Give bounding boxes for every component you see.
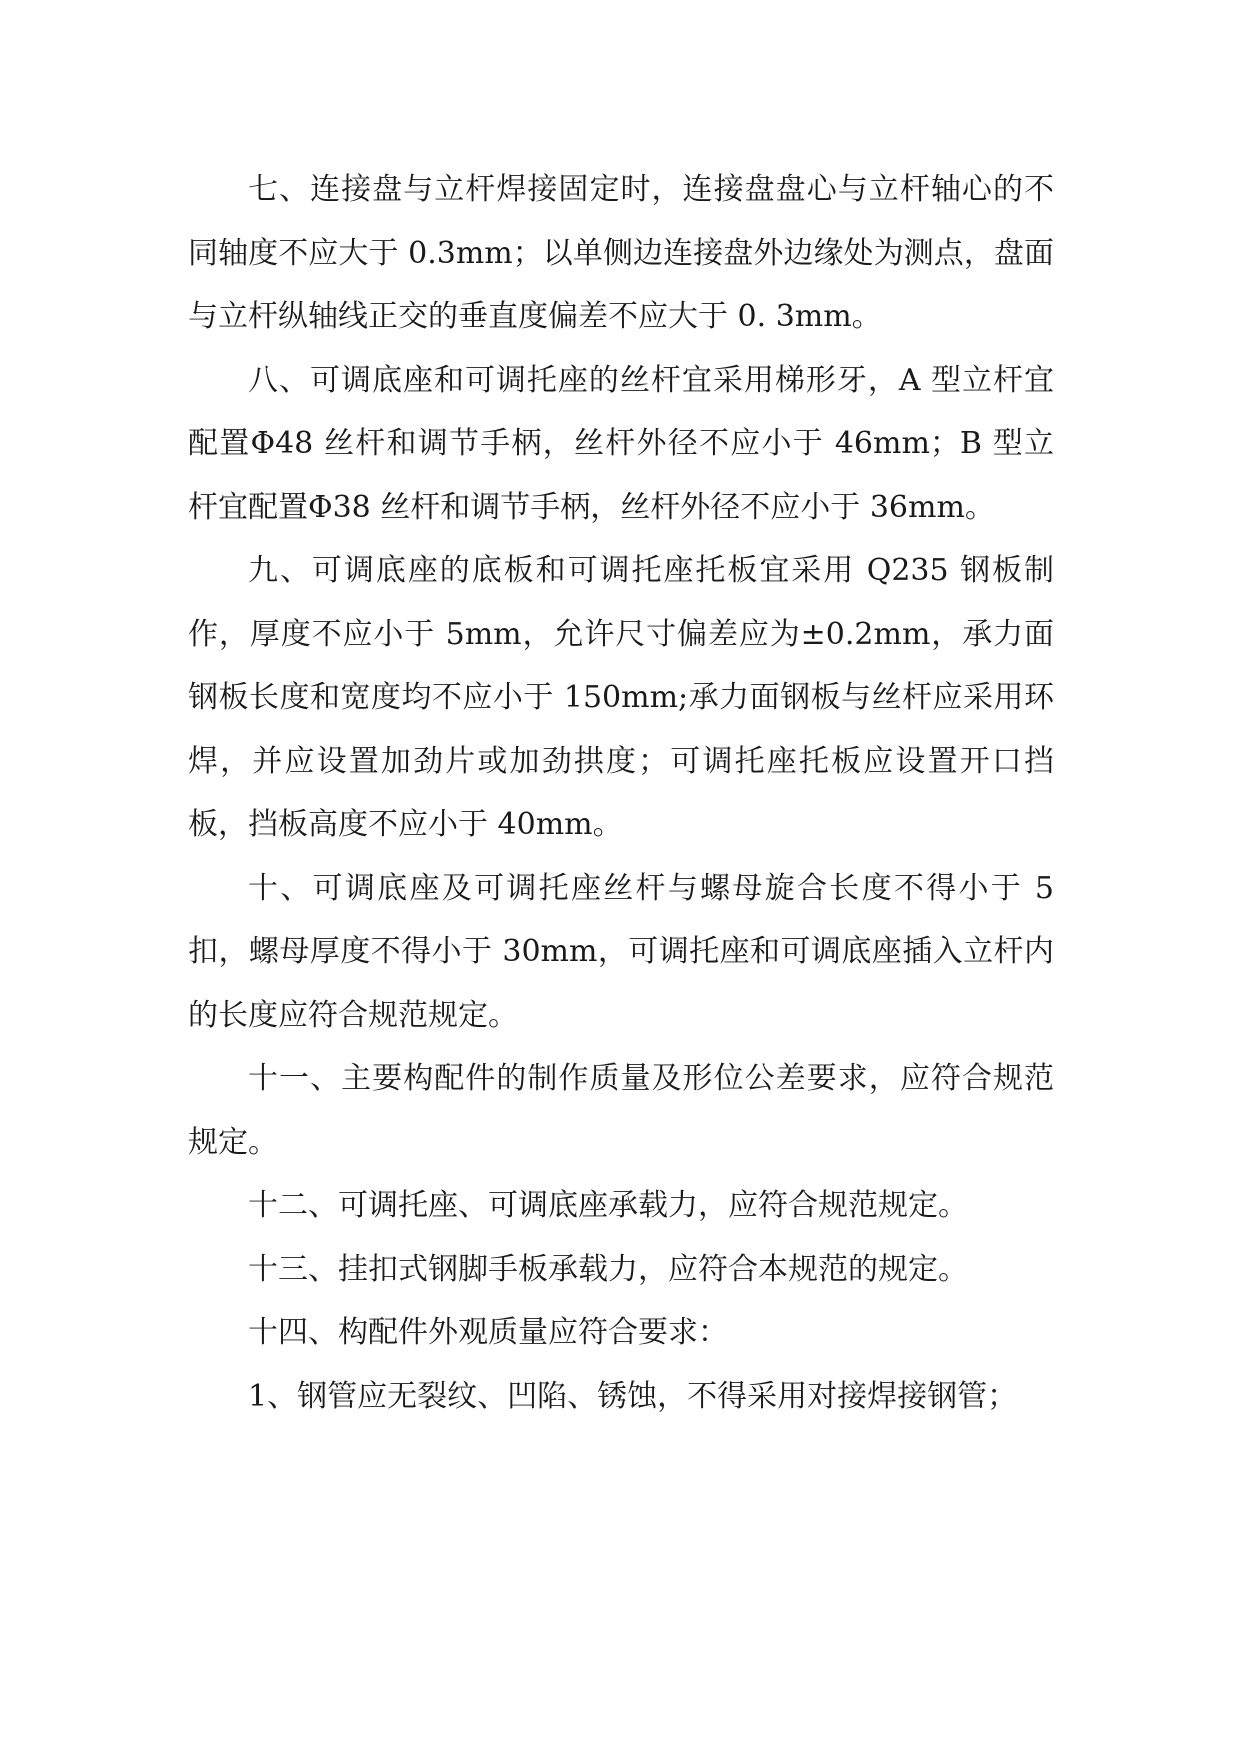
paragraph-12: 十二、可调托座、可调底座承载力，应符合规范规定。: [248, 1188, 968, 1223]
list-item-1: 1、钢管应无裂纹、凹陷、锈蚀，不得采用对接焊接钢管；: [248, 1378, 1018, 1414]
paragraph-10: 十、可调底座及可调托座丝杆与螺母旋合长度不得小于 5 扣，螺母厚度不得小于 30mm，可调托座和可调底座插入立杆内的长度应符合规范规定。: [188, 870, 1054, 1033]
document-page: [188, 158, 1054, 1428]
paragraph-9: 九、可调底座的底板和可调托座托板宜采用 Q235 钢板制作，厚度不应小于 5mm，允许尺寸偏差应为±0.2mm，承力面钢板长度和宽度均不应小于 150mm;承力面钢板与丝杆应采用环焊，并应设置加劲片或加劲拱度；可调托座托板应设置开口挡板，挡板高度不应小于 40mm。: [188, 553, 1054, 842]
paragraph-11: 十一、主要构配件的制作质量及形位公差要求，应符合规范规定。: [188, 1061, 1054, 1160]
paragraph-14: 十四、构配件外观质量应符合要求：: [248, 1315, 728, 1350]
paragraph-13: 十三、挂扣式钢脚手板承载力，应符合本规范的规定。: [248, 1251, 968, 1287]
paragraph-8: 八、可调底座和可调托座的丝杆宜采用梯形牙，A 型立杆宜配置Φ48 丝杆和调节手柄，丝杆外径不应小于 46mm；B 型立杆宜配置Φ38 丝杆和调节手柄，丝杆外径不应小于 36mm。: [188, 362, 1054, 525]
paragraph-7: 七、连接盘与立杆焊接固定时，连接盘盘心与立杆轴心的不同轴度不应大于 0.3mm；以单侧边连接盘外边缘处为测点，盘面与立杆纵轴线正交的垂直度偏差不应大于 0. 3mm。: [188, 172, 1054, 334]
